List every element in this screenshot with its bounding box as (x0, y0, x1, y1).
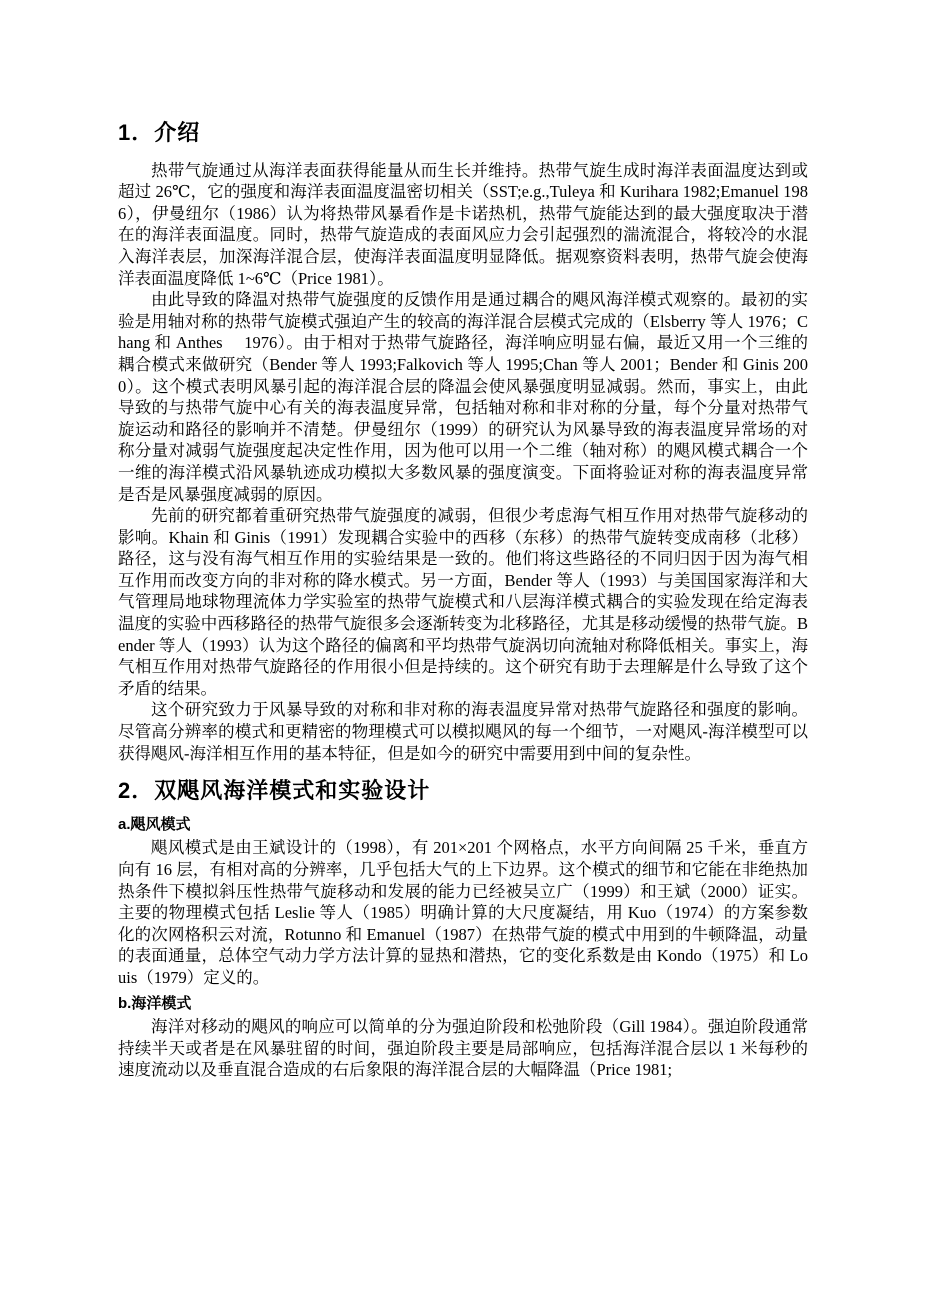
section-1-paragraph-2: 由此导致的降温对热带气旋强度的反馈作用是通过耦合的飓风海洋模式观察的。最初的实验是用轴对称的热带气旋模式强迫产生的较高的海洋混合层模式完成的（Elsberry 等人 1976；Chang 和 Anthes 1976）。由于相对于热带气旋路径，海洋响应明显右偏，最近又用一个三维的耦合模式来做研究（Bender 等人 1993;Falkovich 等人 1995;Chan 等人 2001；Bender 和 Ginis 2000）。这个模式表明风暴引起的海洋混合层的降温会使风暴强度明显减弱。然而，事实上，由此导致的与热带气旋中心有关的海表温度异常，包括轴对称和非对称的分量，每个分量对热带气旋运动和路径的影响并不清楚。伊曼纽尔（1999）的研究认为风暴导致的海表温度异常场的对称分量对减弱气旋强度起决定性作用，因为他可以用一个二维（轴对称）的飓风模式耦合一个一维的海洋模式沿风暴轨迹成功模拟大多数风暴的强度演变。下面将验证对称的海表温度异常是否是风暴强度减弱的原因。 (118, 290, 808, 504)
section-1-paragraph-1: 热带气旋通过从海洋表面获得能量从而生长并维持。热带气旋生成时海洋表面温度达到或超过 26℃，它的强度和海洋表面温度温密切相关（SST;e.g.,Tuleya 和 Kurihara 1982;Emanuel 1986），伊曼纽尔（1986）认为将热带风暴看作是卡诺热机，热带气旋能达到的最大强度取决于潜在的海洋表面温度。同时，热带气旋造成的表面风应力会引起强烈的湍流混合，将较冷的水混入海洋表层，加深海洋混合层，使海洋表面温度明显降低。据观察资料表明，热带气旋会使海洋表面温度降低 1~6℃（Price 1981）。 (118, 160, 808, 288)
subsection-b-label: b.海洋模式 (118, 994, 192, 1012)
section-1-heading: 1．介绍 (118, 120, 201, 145)
document-body (118, 122, 808, 1081)
section-2-heading: 2．双飓风海洋模式和实验设计 (118, 778, 431, 804)
subsection-b-paragraph: 海洋对移动的飓风的响应可以简单的分为强迫阶段和松弛阶段（Gill 1984）。强迫阶段通常持续半天或者是在风暴驻留的时间，强迫阶段主要是局部响应，包括海洋混合层以 1 米每秒的速度流动以及垂直混合造成的右后象限的海洋混合层的大幅降温（Price 1981; (118, 1017, 808, 1080)
subsection-a-label: a.飓风模式 (118, 815, 191, 833)
section-1-paragraph-4: 这个研究致力于风暴导致的对称和非对称的海表温度异常对热带气旋路径和强度的影响。尽管高分辨率的模式和更精密的物理模式可以模拟飓风的每一个细节，一对飓风-海洋模型可以获得飓风-海洋相互作用的基本特征，但是如今的研究中需要用到中间的复杂性。 (118, 700, 808, 763)
subsection-a-paragraph: 飓风模式是由王斌设计的（1998），有 201×201 个网格点，水平方向间隔 25 千米，垂直方向有 16 层，有相对高的分辨率，几乎包括大气的上下边界。这个模式的细节和它能在非绝热加热条件下模拟斜压性热带气旋移动和发展的能力已经被吴立广（1999）和王斌（2000）证实。主要的物理模式包括 Leslie 等人（1985）明确计算的大尺度凝结，用 Kuo（1974）的方案参数化的次网格积云对流，Rotunno 和 Emanuel（1987）在热带气旋的模式中用到的牛顿降温，动量的表面通量，总体空气动力学方法计算的显热和潜热，它的变化系数是由 Kondo（1975）和 Louis（1979）定义的。 (118, 838, 808, 987)
section-1-paragraph-3: 先前的研究都着重研究热带气旋强度的减弱，但很少考虑海气相互作用对热带气旋移动的影响。Khain 和 Ginis（1991）发现耦合实验中的西移（东移）的热带气旋转变成南移（北移）路径，这与没有海气相互作用的实验结果是一致的。他们将这些路径的不同归因于因为海气相互作用而改变方向的非对称的降水模式。另一方面，Bender 等人（1993）与美国国家海洋和大气管理局地球物理流体力学实验室的热带气旋模式和八层海洋模式耦合的实验发现在给定海表温度的实验中西移路径的热带气旋很多会逐渐转变为北移路径，尤其是移动缓慢的热带气旋。Bender 等人（1993）认为这个路径的偏离和平均热带气旋涡切向流轴对称降低相关。事实上，海气相互作用对热带气旋路径的作用很小但是持续的。这个研究有助于去理解是什么导致了这个矛盾的结果。 (118, 506, 808, 698)
